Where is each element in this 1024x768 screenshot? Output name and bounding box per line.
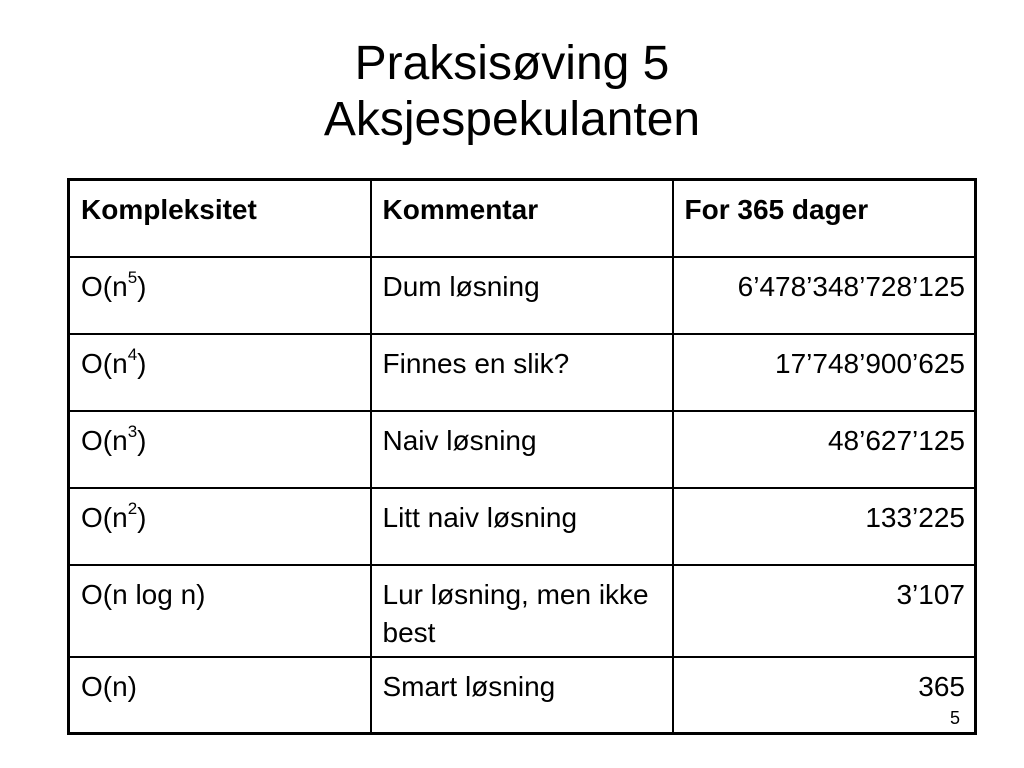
table-row — [69, 411, 976, 488]
complexity-close: ) — [137, 424, 147, 456]
complexity-cell — [69, 488, 371, 565]
complexity-cell — [69, 334, 371, 411]
complexity-cell — [69, 257, 371, 334]
complexity-base: O(n) — [81, 670, 137, 702]
header-complexity: Kompleksitet — [69, 180, 371, 257]
slide-title-line-2: Aksjespekulanten — [323, 93, 701, 146]
comment-cell: Lur løsning, men ikke best — [371, 565, 673, 657]
complexity-cell — [69, 565, 371, 657]
comment-cell: Smart løsning — [371, 657, 673, 734]
complexity-exponent: 5 — [127, 268, 138, 288]
header-comment: Kommentar — [371, 180, 673, 257]
value-cell: 133’225 — [673, 488, 976, 565]
complexity-base: O(n — [81, 501, 128, 533]
complexity-close: ) — [137, 347, 147, 379]
complexity-table — [67, 178, 977, 735]
complexity-cell — [69, 411, 371, 488]
complexity-exponent: 3 — [127, 422, 138, 442]
complexity-close: ) — [137, 501, 147, 533]
value-cell: 6’478’348’728’125 — [673, 257, 976, 334]
comment-cell: Dum løsning — [371, 257, 673, 334]
slide-title — [0, 36, 1024, 148]
table-row — [69, 257, 976, 334]
slide-title-line-1: Praksisøving 5 — [354, 37, 670, 90]
complexity-base: O(n log n) — [81, 578, 206, 610]
page-number: 5 — [950, 708, 961, 728]
complexity-base: O(n — [81, 424, 128, 456]
comment-cell: Litt naiv løsning — [371, 488, 673, 565]
complexity-exponent: 2 — [127, 499, 138, 519]
table-row — [69, 657, 976, 734]
complexity-base: O(n — [81, 347, 128, 379]
comment-cell: Naiv løsning — [371, 411, 673, 488]
complexity-base: O(n — [81, 270, 128, 302]
value-cell: 17’748’900’625 — [673, 334, 976, 411]
header-value: For 365 dager — [673, 180, 976, 257]
complexity-cell — [69, 657, 371, 734]
table-row — [69, 565, 976, 657]
table-row — [69, 334, 976, 411]
complexity-close: ) — [137, 270, 147, 302]
complexity-exponent: 4 — [127, 345, 138, 365]
value-cell: 3’107 — [673, 565, 976, 657]
value-cell: 365 — [673, 657, 976, 734]
value-cell: 48’627’125 — [673, 411, 976, 488]
table-row — [69, 488, 976, 565]
comment-cell: Finnes en slik? — [371, 334, 673, 411]
table-header-row — [69, 180, 976, 257]
